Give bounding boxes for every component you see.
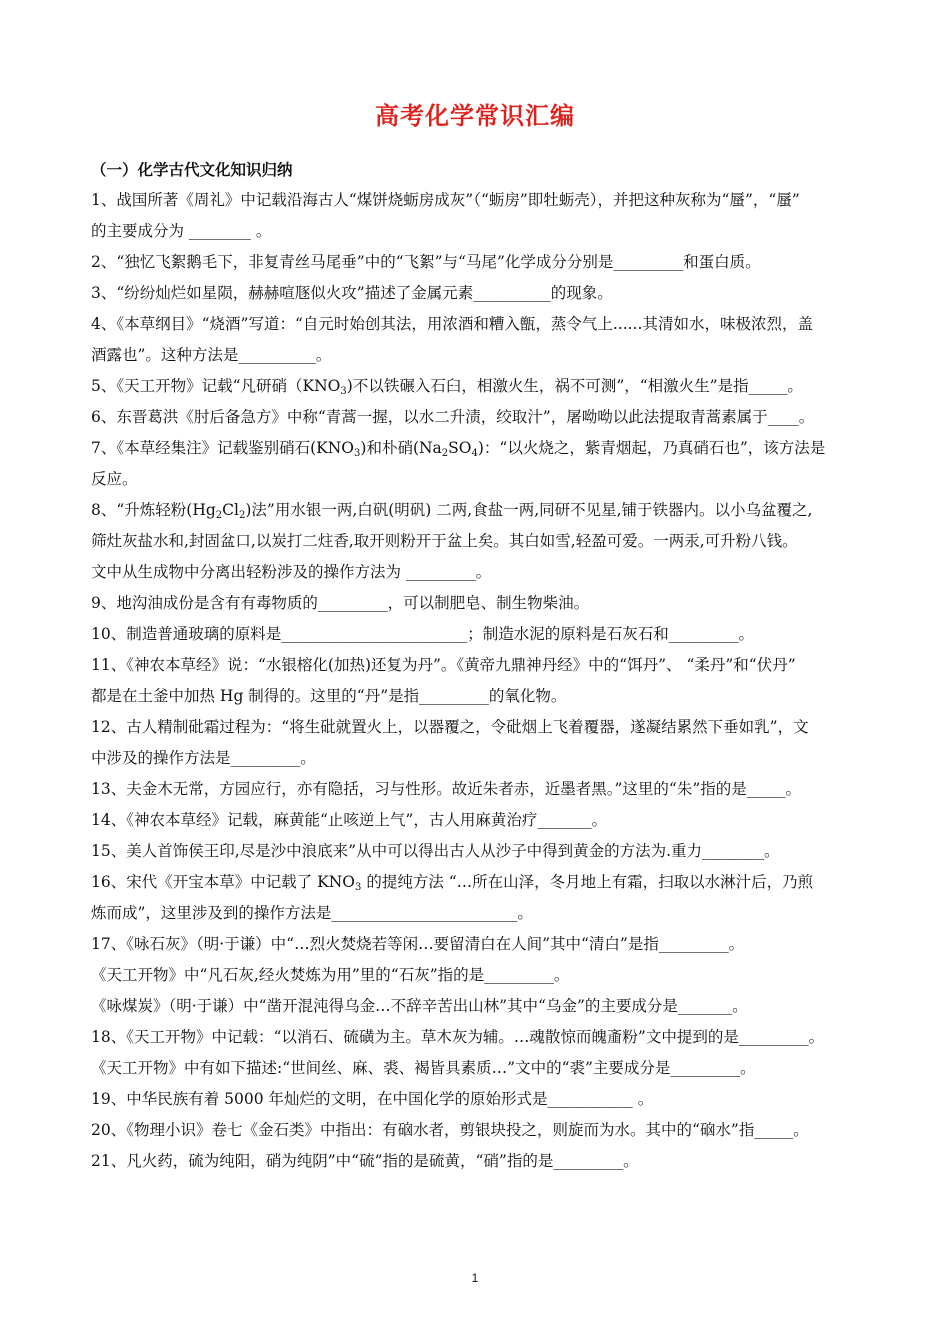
- text-line: 酒露也”。这种方法是__________。: [91, 346, 332, 364]
- text-line: 《天工开物》中有如下描述:“世间丝、麻、裘、褐皆具素质…”文中的“裘”主要成分是_________。: [91, 1059, 756, 1077]
- document-body: [91, 154, 857, 1177]
- text-line: 12、古人精制砒霜过程为：“将生砒就置火上，以器覆之，令砒烟上飞着覆器，遂凝结累然下垂如乳”，文: [91, 718, 809, 736]
- text-line: 20、《物理小识》卷七《金石类》中指出：有硇水者，剪银块投之，则旋而为水。其中的“硇水”指_____。: [91, 1121, 809, 1139]
- text-line: 炼而成”，这里涉及到的操作方法是________________________。: [91, 904, 533, 922]
- text-line: 5、《天工开物》记载“凡研硝$(KNO_3)$不以铁碾入石臼，相激火生，祸不可测”，“相激火生”是指_____。: [91, 377, 803, 397]
- text-line: 17、《咏石灰》（明·于谦）中“…烈火焚烧若等闲…要留清白在人间”其中“清白”是指_________。: [91, 935, 745, 953]
- text-line: 9、地沟油成份是含有有毒物质的_________，可以制肥皂、制生物柴油。: [91, 594, 590, 612]
- text-line: 7、《本草经集注》记载鉴别硝石$(KNO_3)$和朴硝$(Na_2SO_4)$：“以火烧之，紫青烟起，乃真硝石也”，该方法是: [91, 439, 826, 459]
- text-line: 《天工开物》中“凡石灰,经火焚炼为用”里的“石灰”指的是_________。: [91, 966, 570, 984]
- text-line: 10、制造普通玻璃的原料是________________________；制造水泥的原料是石灰石和_________。: [91, 625, 754, 643]
- text-line: 4、《本草纲目》“烧酒”写道：“自元时始创其法，用浓酒和糟入甑，蒸令气上......其清如水，味极浓烈，盖: [91, 315, 813, 333]
- text-line: 2、“独忆飞絮鹅毛下，非复青丝马尾垂”中的“飞絮”与“马尾”化学成分分别是_________和蛋白质。: [91, 253, 761, 271]
- text-line: 11、《神农本草经》说：“水银榕化(加热)还复为丹”。《黄帝九鼎神丹经》中的“饵丹”、 “柔丹”和“伏丹”: [91, 656, 796, 674]
- page-number: 1: [471, 1271, 479, 1285]
- text-line: 16、宋代《开宝本草》中记载了 $KNO_3$ 的提纯方法 “…所在山泽，冬月地上有霜，扫取以水淋汁后，乃煎: [91, 873, 814, 893]
- text-line: 13、夫金木无常，方园应行，亦有隐括，习与性形。故近朱者赤，近墨者黑。”这里的“朱”指的是_____。: [91, 780, 801, 798]
- text-line: 中涉及的操作方法是_________。: [91, 749, 316, 767]
- text-line: 筛灶灰盐水和,封固盆口,以炭打二炷香,取开则粉开于盆上矣。其白如雪,轻盈可爱。一两汞,可升粉八钱。: [91, 532, 798, 550]
- text-line: 的主要成分为 ________ 。: [91, 222, 272, 240]
- text-line: 18、《天工开物》中记载：“以消石、硫磺为主。草木灰为辅。…魂散惊而魄齑粉”文中提到的是_________。: [91, 1028, 825, 1046]
- text-line: 《咏煤炭》（明·于谦）中“凿开混沌得乌金…不辞辛苦出山林”其中“乌金”的主要成分是_______。: [91, 997, 748, 1015]
- text-line: 1、战国所著《周礼》中记载沿海古人“煤饼烧蛎房成灰”（“蛎房”即牡蛎壳），并把这种灰称为“蜃”，“蜃”: [91, 191, 800, 209]
- text-line: 15、美人首饰侯王印,尽是沙中浪底来”从中可以得出古人从沙子中得到黄金的方法为.重力________。: [91, 842, 780, 860]
- section-heading: （一）化学古代文化知识归纳: [91, 160, 293, 179]
- text-line: 19、中华民族有着 5000 年灿烂的文明，在中国化学的原始形式是___________ 。: [91, 1090, 654, 1108]
- text-line: 文中从生成物中分离出轻粉涉及的操作方法为 _________。: [91, 563, 492, 581]
- text-line: 21、凡火药，硫为纯阳，硝为纯阴”中“硫”指的是硫黄，“硝”指的是_________。: [91, 1152, 639, 1170]
- document-title: 高考化学常识汇编: [375, 102, 575, 130]
- question-list: [91, 185, 857, 1177]
- text-line: 6、东晋葛洪《肘后备急方》中称“青蒿一握，以水二升渍，绞取汁”，屠呦呦以此法提取青蒿素属于____。: [91, 408, 815, 426]
- text-line: 都是在土釜中加热 Hg 制得的。这里的“丹”是指_________的氧化物。: [91, 687, 567, 705]
- text-line: 3、“纷纷灿烂如星陨，赫赫喧豗似火攻”描述了金属元素__________的现象。: [91, 284, 613, 302]
- text-line: 8、“升炼轻粉$(Hg_2Cl_2)$法”用水银一两,白矾(明矾) 二两,食盐一两,同研不见星,铺于铁器内。以小乌盆覆之,: [91, 501, 813, 521]
- text-line: 反应。: [91, 470, 138, 488]
- text-line: 14、《神农本草经》记载，麻黄能“止咳逆上气”，古人用麻黄治疗_______。: [91, 811, 608, 829]
